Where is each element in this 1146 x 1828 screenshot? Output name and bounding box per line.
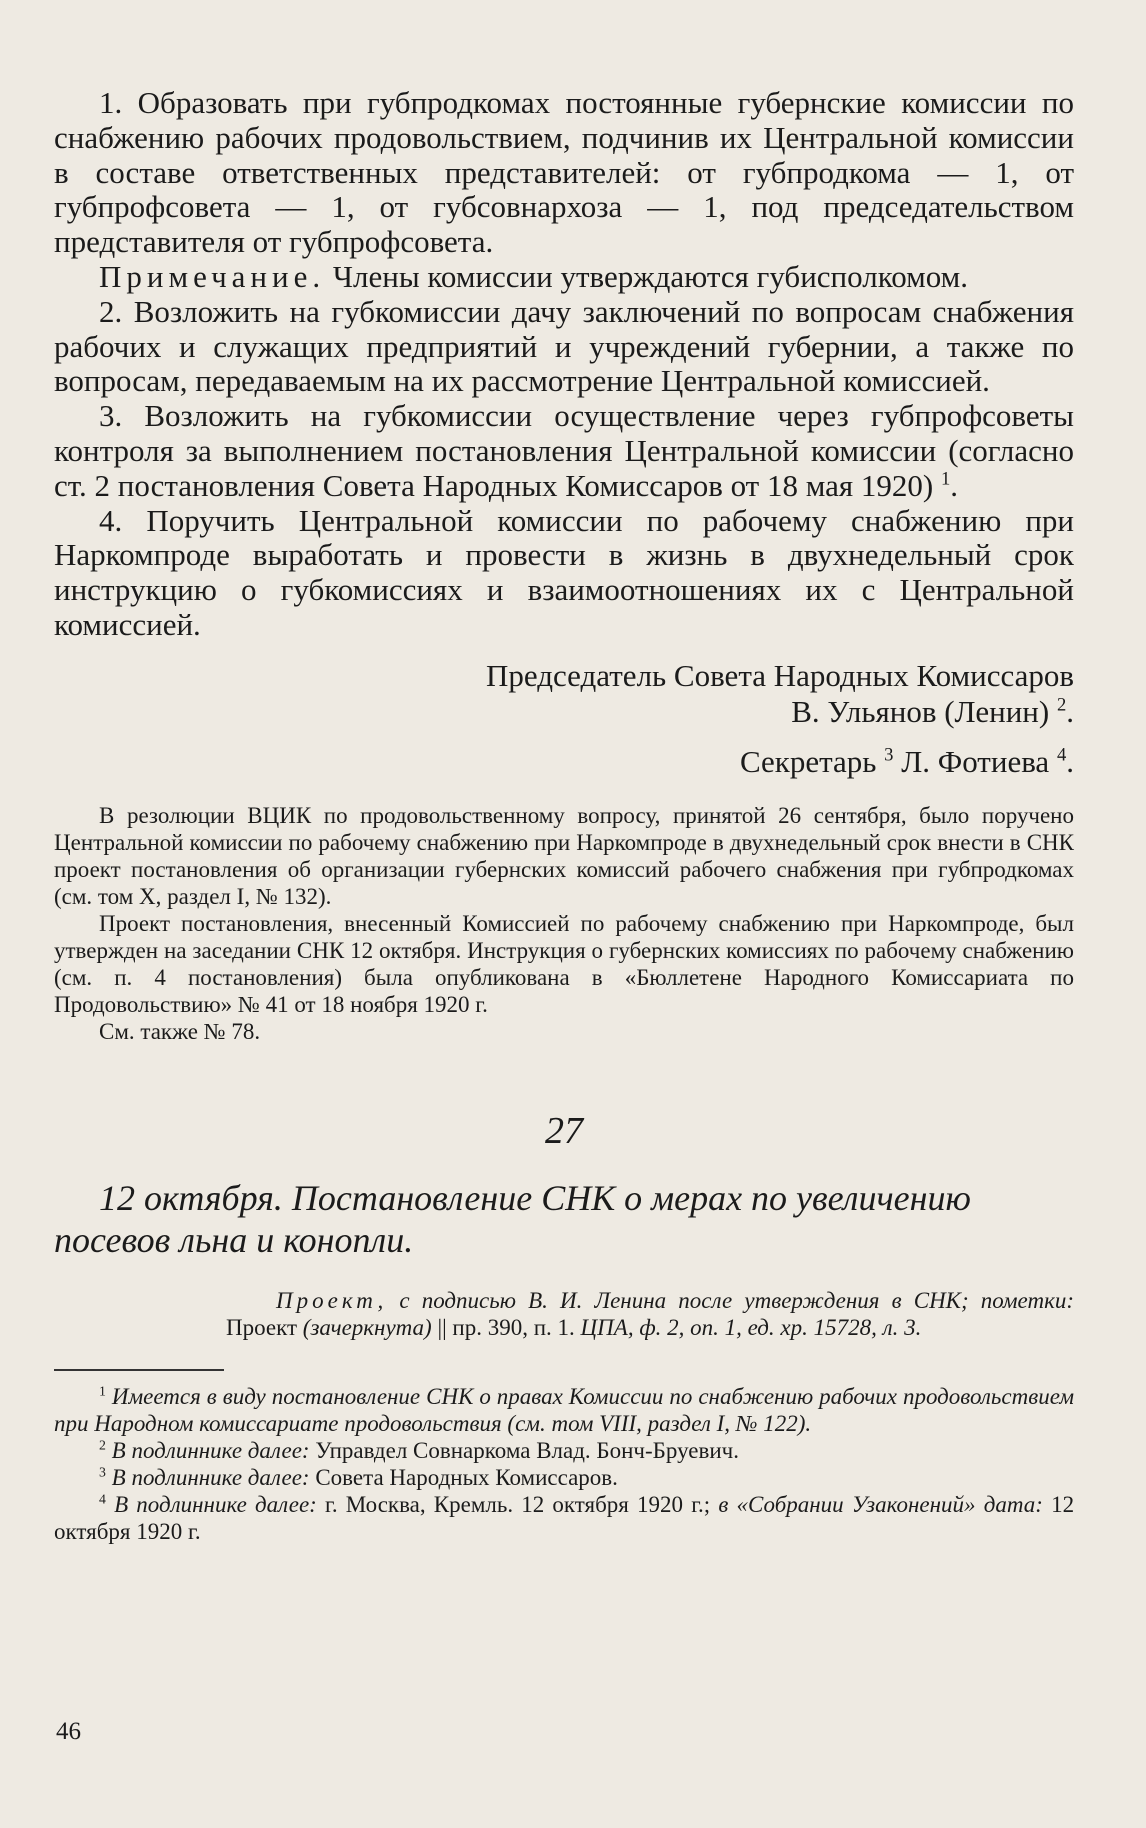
secretary-title: Секретарь (739, 743, 877, 779)
paragraph-3 (54, 399, 1074, 503)
note-label: Примечание. (99, 258, 326, 294)
footnote-4-text-2: 12 октября 1920 г. (54, 1491, 1075, 1544)
secretary-end: . (1066, 743, 1074, 779)
footnote-ref-1: 1 (940, 468, 951, 490)
editorial-commentary (54, 802, 1074, 1045)
paragraph-4: 4. Поручить Центральной комиссии по рабочему снабжению при Наркомпроде выработать и провести в жизнь в двухнедельный срок инструкцию о губкомиссиях и взаимоотношениях их с Центральной комиссией. (54, 502, 1074, 642)
footnote-4-italic-1: В подлиннике далее: (114, 1491, 317, 1517)
footnote-2-italic: В подлиннике далее: (111, 1437, 310, 1463)
footnote-1-text: Имеется в виду постановление СНК о правах Комиссии по снабжению рабочих продовольствием при Народном комиссариате продовольствия (см. том VIII, раздел I, № 122). (54, 1383, 1075, 1436)
footnote-3-italic: В подлиннике далее: (111, 1464, 310, 1490)
secretary-name: Л. Фотиева (901, 743, 1050, 779)
paragraph-1: 1. Образовать при губпродкомах постоянные губернские комиссии по снабжению рабочих продовольствием, подчинив их Центральной комиссии в составе ответственных представителей: от губпродкома — 1, от губпрофсовета — 1, от губсовнархоза — 1, под председательством представителя от губпрофсовета. (54, 85, 1074, 260)
page-number: 46 (56, 1718, 81, 1745)
document-title: 12 октября. Постановление СНК о мерах по увеличению посевов льна и конопли. (54, 1177, 971, 1260)
chair-name-line (54, 694, 1074, 730)
footnote-2 (54, 1437, 1074, 1464)
footnote-4-italic-2: в «Собрании Узаконений» дата: (718, 1491, 1043, 1517)
footnote-2-num: 2 (99, 1437, 106, 1453)
note-paragraph (54, 260, 1074, 295)
main-text (54, 86, 1074, 1545)
paragraph-3-text: 3. Возложить на губкомиссии осуществление через губпрофсоветы контроля за выполнением постановления Центральной комиссии (согласно ст. 2 постановления Совета Народных Комиссаров от 18 мая 1920) (54, 398, 1074, 503)
footnote-3 (54, 1464, 1074, 1491)
archive-italic-3: ЦПА, ф. 2, оп. 1, ед. хр. 15728, л. 3. (580, 1314, 922, 1340)
footnote-4-num: 4 (99, 1491, 106, 1507)
chair-title: Председатель Совета Народных Комиссаров (486, 657, 1074, 693)
chair-name: В. Ульянов (Ленин) (791, 693, 1050, 729)
archive-note (226, 1287, 1074, 1341)
footnote-4-text-1: г. Москва, Кремль. 12 октября 1920 г.; (325, 1491, 711, 1517)
archive-roman-1: Проект (226, 1314, 298, 1340)
footnote-ref-2: 2 (1056, 694, 1067, 716)
footnote-1 (54, 1383, 1074, 1437)
paragraph-2: 2. Возложить на губкомиссии дачу заключений по вопросам снабжения рабочих и служащих предприятий и учреждений губернии, а также по вопросам, передаваемым на их рассмотрение Центральной комиссией. (54, 293, 1074, 399)
footnotes (54, 1383, 1074, 1545)
footnote-1-num: 1 (99, 1383, 106, 1399)
archive-italic-2: (зачеркнута) (302, 1314, 432, 1340)
commentary-2: Проект постановления, внесенный Комиссией по рабочему снабжению при Наркомпроде, был утвержден на заседании СНК 12 октября. Инструкция о губернских комиссиях по рабочему снабжению (см. п. 4 постановления) была опубликована в «Бюллетене Народного Комиссариата по Продовольствию» № 41 от 18 ноября 1920 г. (54, 910, 1074, 1017)
archive-italic-1: с подписью В. И. Ленина после утверждения в СНК; пометки: (399, 1287, 1074, 1313)
footnote-2-text: Управдел Совнаркома Влад. Бонч-Бруевич. (315, 1437, 739, 1463)
footnote-ref-3: 3 (884, 744, 894, 766)
note-text: Члены комиссии утверждаются губисполкомом. (332, 258, 968, 294)
footnote-divider (54, 1369, 224, 1371)
commentary-1: В резолюции ВЦИК по продовольственному вопросу, принятой 26 сентября, было поручено Центральной комиссии по рабочему снабжению при Наркомпроде в двухнедельный срок внести в СНК проект постановления об организации губернских комиссий рабочего снабжения при губпродкомах (см. том X, раздел I, № 132). (54, 802, 1074, 909)
document-number: 27 (545, 1109, 583, 1152)
footnote-3-text: Совета Народных Комиссаров. (315, 1464, 618, 1490)
chair-signature (54, 658, 1074, 730)
archive-roman-2: || пр. 390, п. 1. (437, 1314, 575, 1340)
footnote-ref-4: 4 (1056, 744, 1067, 766)
chair-end: . (1066, 693, 1074, 729)
footnote-4 (54, 1491, 1074, 1545)
secretary-signature (54, 744, 1074, 780)
archive-spaced: Проект, (276, 1287, 388, 1313)
paragraph-3-end: . (950, 467, 959, 503)
commentary-3: См. также № 78. (99, 1018, 261, 1044)
footnote-3-num: 3 (99, 1464, 106, 1480)
